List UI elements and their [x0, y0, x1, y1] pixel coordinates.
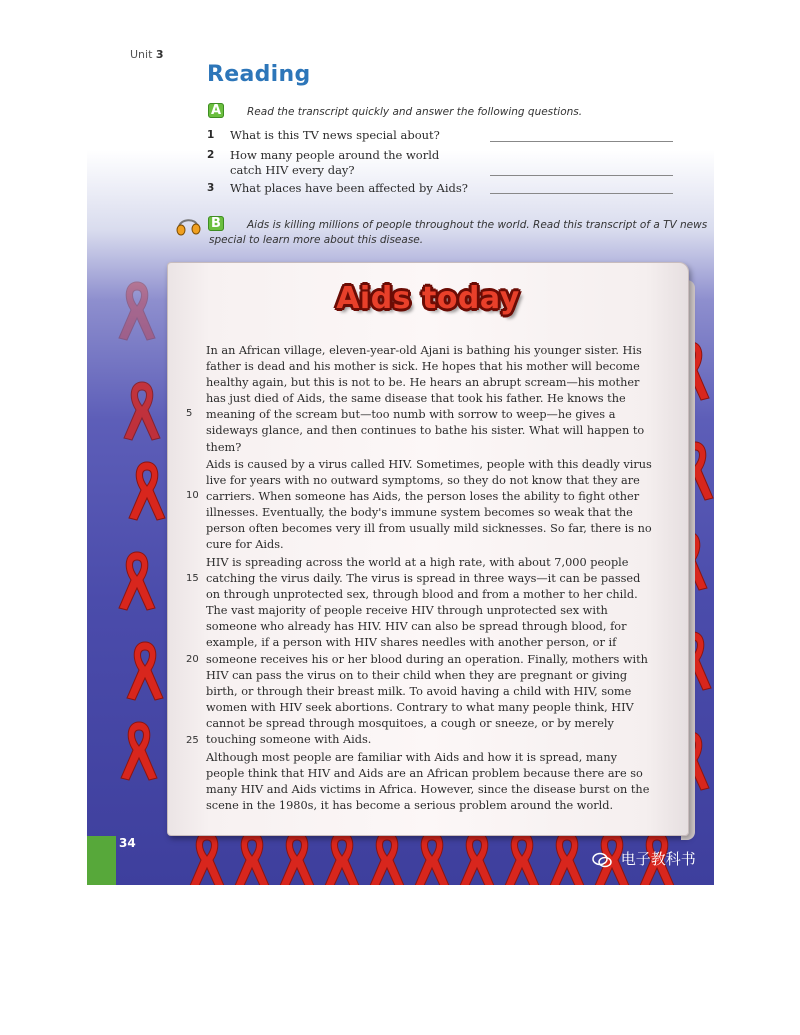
answer-line-3[interactable] [490, 193, 673, 194]
exercise-b-badge: B [208, 216, 224, 231]
article-paragraph-1: In an African village, eleven-year-old Ajani is bathing his younger sister. His father is dead and his mother is sick. He hopes that his mother will become healthy again, but this is not to be. He hears an abrupt scream—his mother has just died of Aids, the same disease that took his father. He knows the meaning of the scream but—too numb with sorrow to weep—he gives a sideways glance, and then continues to bathe his sister. What will happen to them? [206, 344, 645, 454]
question-text: How many people around the world catch HIV every day? [230, 148, 440, 177]
exercise-a-badge: A [208, 103, 224, 118]
answer-line-1[interactable] [490, 141, 673, 142]
unit-label [130, 48, 164, 61]
unit-word: Unit [130, 48, 153, 61]
watermark [592, 848, 696, 869]
headphones-icon [175, 212, 203, 238]
question-number: 3 [207, 182, 215, 194]
page-number-tab [87, 836, 116, 885]
question-text: What places have been affected by Aids? [230, 181, 468, 195]
ribbon-decoration-left [87, 260, 177, 840]
line-number: 25 [186, 735, 199, 746]
watermark-text: 电子教科书 [620, 850, 696, 868]
exercise-a-instruction: Read the transcript quickly and answer the following questions. [247, 106, 583, 118]
article-paragraph-2: Aids is caused by a virus called HIV. Sometimes, people with this deadly virus live for years with no outward symptoms, so they do not know that they are carriers. When someone has Aids, the person loses the ability to fight other illnesses. Eventually, the body's immune system becomes so weak that the person often becomes very ill from usually mild sicknesses. So far, there is no cure for Aids. [206, 458, 652, 552]
exercise-b-instruction-line2: special to learn more about this disease. [209, 234, 424, 246]
article-title-text: Aids today [336, 281, 520, 316]
line-number: 10 [186, 490, 199, 501]
unit-number: 3 [155, 48, 164, 61]
question-number: 1 [207, 129, 215, 141]
page-number: 34 [119, 836, 136, 850]
article-paragraph-3: HIV is spreading across the world at a high rate, with about 7,000 people catching the virus daily. The virus is spread in three ways—it can be passed on through unprotected sex, through blood and from a mother to her child. The vast majority of people receive HIV through unprotected sex with someone who already has HIV. HIV can also be spread through blood, for example, if a person with HIV shares needles with another person, or if someone receives his or her blood during an operation. Finally, mothers with HIV can pass the virus on to their child when they are pregnant or giving birth, or through their breast milk. To avoid having a child with HIV, some women with HIV seek abortions. Contrary to what many people think, HIV cannot be spread through mosquitoes, a cough or sneeze, or by merely touching someone with Aids. [206, 556, 648, 747]
line-number: 20 [186, 654, 199, 665]
article-paragraph-4: Although most people are familiar with Aids and how it is spread, many people think that HIV and Aids are an African problem because there are so many HIV and Aids victims in Africa. However, since the disease burst on the scene in the 1980s, it has become a serious problem around the world. [206, 751, 650, 813]
exercise-b-instruction-line1: Aids is killing millions of people throughout the world. Read this transcript of a TV news [247, 219, 708, 231]
article-title [168, 281, 688, 316]
question-number: 2 [207, 149, 215, 161]
wechat-icon [592, 852, 612, 868]
line-number: 5 [186, 408, 193, 419]
question-text: What is this TV news special about? [230, 128, 440, 142]
article-panel [167, 262, 689, 836]
section-title: Reading [207, 62, 311, 87]
answer-line-2[interactable] [490, 175, 673, 176]
line-number: 15 [186, 573, 199, 584]
textbook-page [87, 0, 714, 885]
